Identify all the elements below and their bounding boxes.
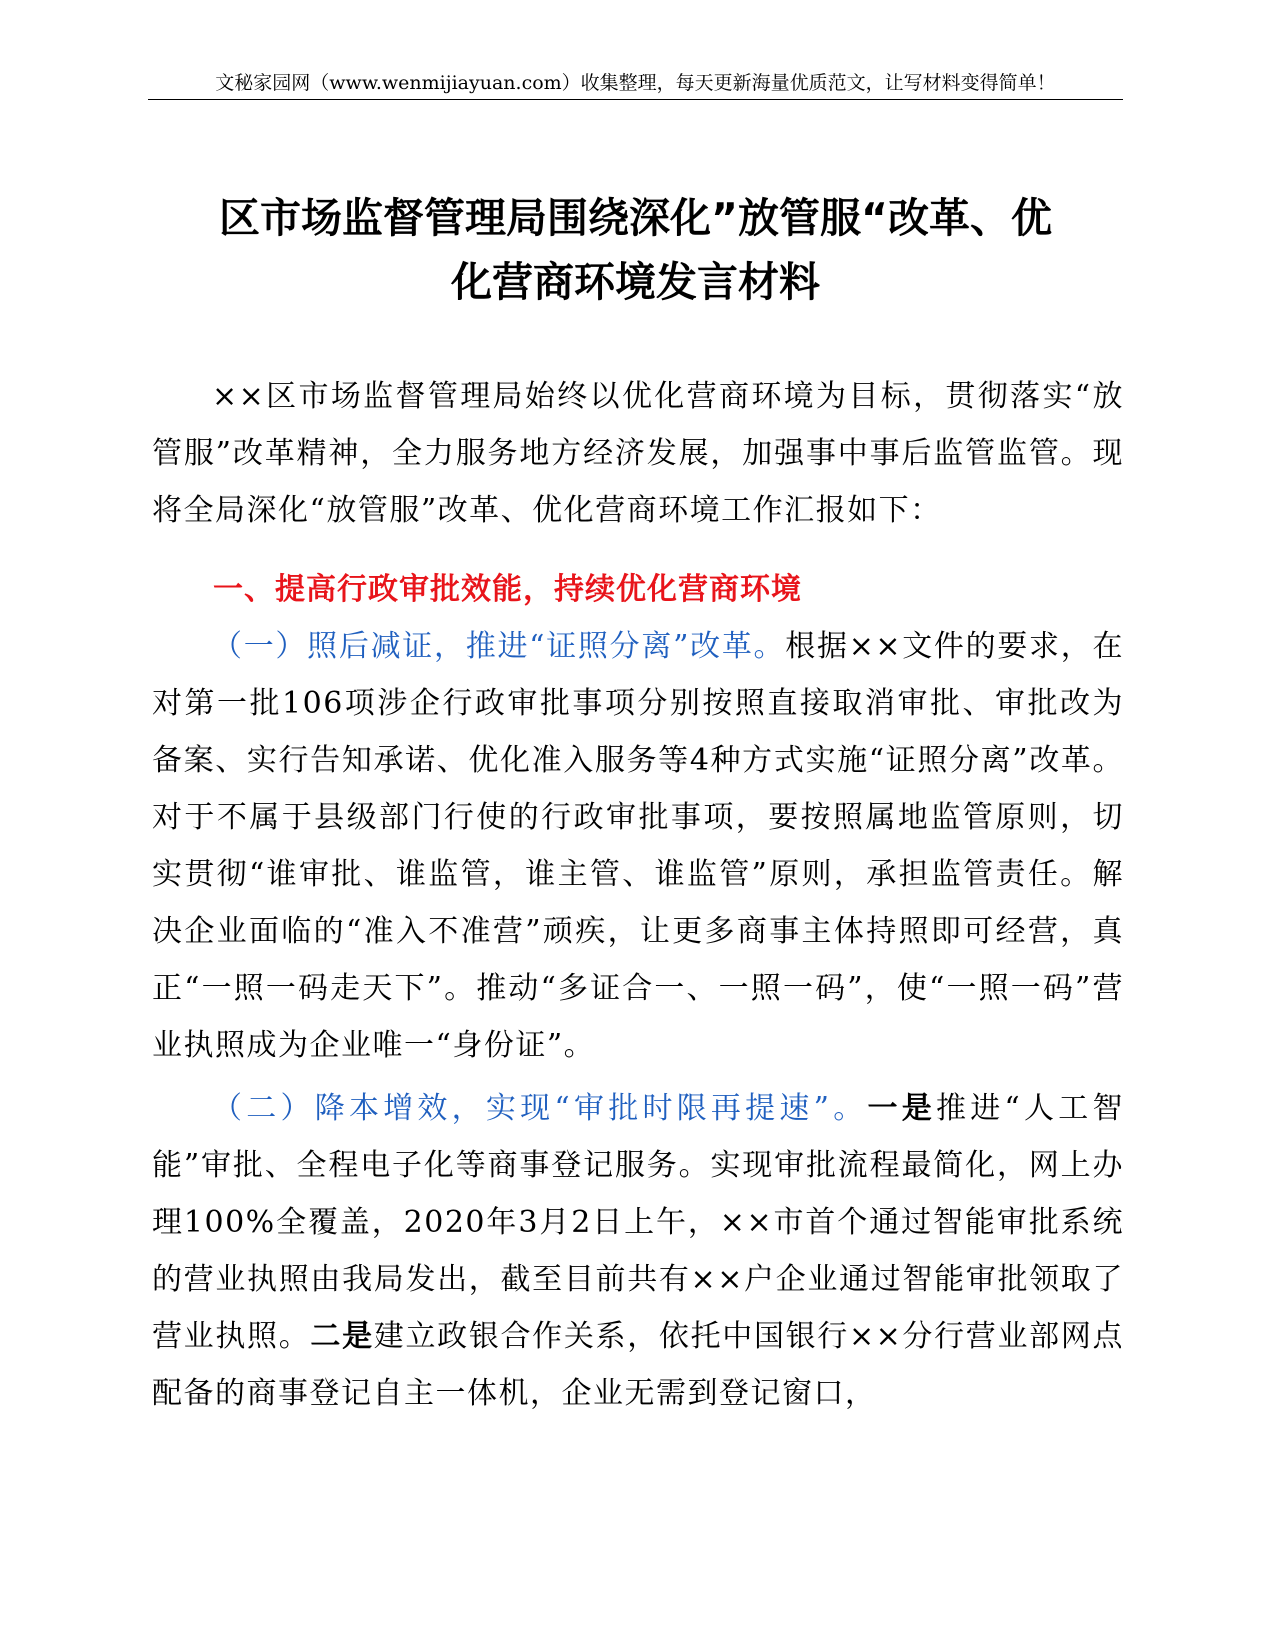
subsection-2-heading: （二）降本增效，实现“审批时限再提速”。 xyxy=(212,1091,868,1126)
subsection-1-body: 根据××文件的要求，在对第一批106项涉企行政审批事项分别按照直接取消审批、审批改为备案、实行告知承诺、优化准入服务等4种方式实施“证照分离”改革。对于不属于县级部门行使的行政审批事项，要按照属地监管原则，切实贯彻“谁审批、谁监管，谁主管、谁监管”原则，承担监管责任。解决企业面临的“准入不准营”顽疾，让更多商事主体持照即可经营，真正“一照一码走天下”。推动“多证合一、一照一码”，使“一照一码”营业执照成为企业唯一“身份证”。 xyxy=(152,629,1124,1063)
section-1-heading: 一、提高行政审批效能，持续优化营商环境 xyxy=(213,572,802,607)
intro-paragraph: ××区市场监督管理局始终以优化营商环境为目标，贯彻落实“放管服”改革精神，全力服务地方经济发展，加强事中事后监管监管。现将全局深化“放管服”改革、优化营商环境工作汇报如下： xyxy=(152,379,1124,528)
subsection-2-lead-1: 一是 xyxy=(867,1091,936,1126)
subsection-2-lead-2: 二是 xyxy=(310,1319,374,1354)
page-header: 文秘家园网（www.wenmijiayuan.com）收集整理，每天更新海量优质范文，让写材料变得简单！ xyxy=(215,72,1056,94)
subsection-2-paragraph xyxy=(152,1080,1124,1422)
subsection-2-body-1: 推进“人工智能”审批、全程电子化等商事登记服务。实现审批流程最简化，网上办理100%全覆盖，2020年3月2日上午，××市首个通过智能审批系统的营业执照由我局发出，截至目前共有××户企业通过智能审批领取了营业执照。 xyxy=(152,1091,1124,1354)
document-title xyxy=(148,186,1123,314)
title-line-2: 化营商环境发言材料 xyxy=(451,258,820,306)
subsection-1-paragraph xyxy=(152,618,1124,1074)
subsection-2-body-2: 建立政银合作关系，依托中国银行××分行营业部网点配备的商事登记自主一体机，企业无需到登记窗口， xyxy=(152,1319,1125,1411)
title-line-1: 区市场监督管理局围绕深化”放管服“改革、优 xyxy=(219,194,1052,242)
header-divider xyxy=(148,99,1123,100)
subsection-1-heading: （一）照后减证，推进“证照分离”改革。 xyxy=(212,629,786,664)
